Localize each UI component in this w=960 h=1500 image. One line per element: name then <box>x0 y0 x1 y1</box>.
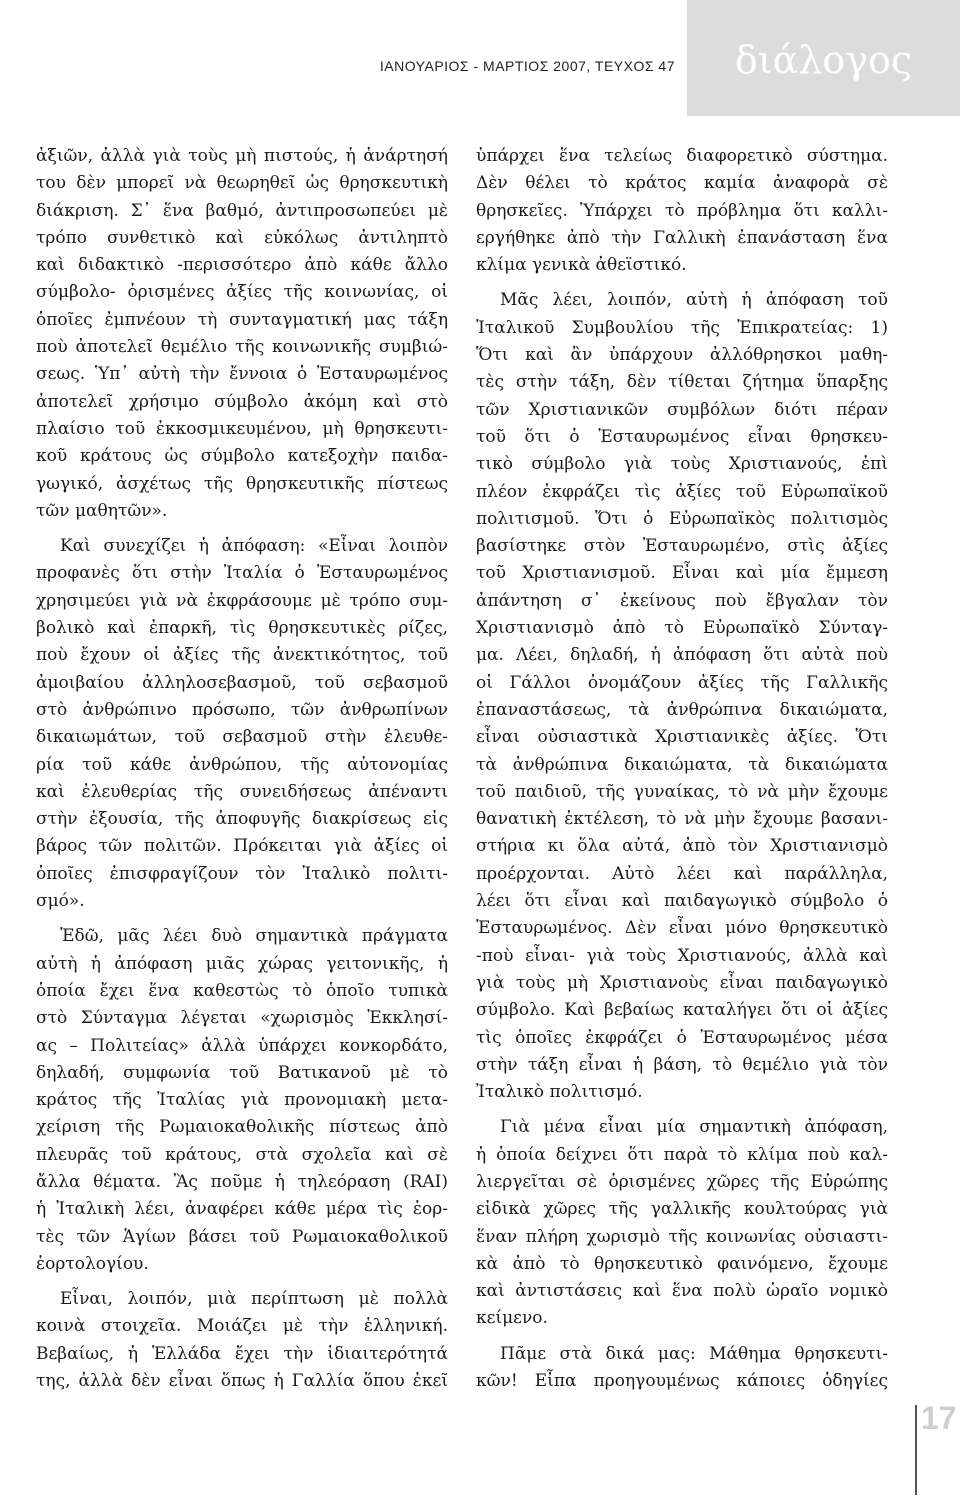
text-line: στὸ Σύνταγμα λέγεται «χωρισμὸς Ἐκκλησί- <box>36 1008 448 1029</box>
text-line: ἑορτολογίου. <box>36 1253 149 1274</box>
text-line: τρόπο συνθετικὸ καὶ εὐκόλως ἀντιληπτὸ <box>36 227 448 248</box>
text-line: του δὲν μπορεῖ νὰ θεωρηθεῖ ὡς θρησκευτικὴ <box>36 173 448 194</box>
text-line: -ποὺ εἶναι- γιὰ τοὺς Χριστιανούς, ἀλλὰ καὶ <box>476 945 888 966</box>
text-line: εἶναι οὐσιαστικὰ Χριστιανικὲς ἀξίες. Ὅτι <box>476 727 888 748</box>
magazine-tab <box>687 0 960 116</box>
paragraph-gap <box>36 915 448 923</box>
paragraph-gap <box>476 1333 888 1341</box>
text-line: Εἶναι, λοιπόν, μιὰ περίπτωση μὲ πολλὰ <box>60 1289 448 1310</box>
text-line: Βεβαίως, ἡ Ἑλλάδα ἔχει τὴν ἰδιαιτερότητά <box>36 1343 448 1364</box>
text-line: δηλαδή, συμφωνία τοῦ Βατικανοῦ μὲ τὸ <box>36 1062 448 1083</box>
text-line: ποὺ ἀποτελεῖ θεμέλιο τῆς κοινωνικῆς συμβιώ- <box>36 337 448 358</box>
text-line: Γιὰ μένα εἶναι μία σημαντικὴ ἀπόφαση, <box>500 1117 888 1138</box>
text-line: ρία τοῦ κάθε ἀνθρώπου, τῆς αὐτονομίας <box>36 754 448 775</box>
text-line: τὲς τῶν Ἁγίων βάσει τοῦ Ρωμαιοκαθολικοῦ <box>36 1226 448 1247</box>
text-line: τοῦ ὅτι ὁ Ἐσταυρωμένος εἶναι θρησκευ- <box>476 426 888 447</box>
text-line: κλίμα γενικὰ ἀθεϊστικό. <box>476 255 687 276</box>
text-line: σύμβολο- ὁρισμένες ἀξίες τῆς κοινωνίας, οἱ <box>36 282 448 303</box>
text-line: Ἐδῶ, μᾶς λέει δυὸ σημαντικὰ πράγματα <box>60 926 448 947</box>
text-line: Δὲν θέλει τὸ κράτος καμία ἀναφορὰ σὲ <box>476 173 888 194</box>
text-line: κράτος τῆς Ἰταλίας γιὰ προνομιακὴ μετα- <box>36 1090 448 1111</box>
magazine-title: διάλογος <box>734 38 913 82</box>
text-line: προέρχονται. Αὐτὸ λέει καὶ παράλληλα, <box>476 863 888 884</box>
text-line: τῶν μαθητῶν». <box>36 500 168 521</box>
right-column <box>476 143 888 1395</box>
text-line: τὶς ὁποῖες ἐκφράζει ὁ Ἐσταυρωμένος μέσα <box>476 1027 888 1048</box>
text-line: ἡ Ἰταλικὴ λέει, ἀναφέρει κάθε μέρα τὶς ἑορ- <box>36 1199 448 1220</box>
text-line: οἱ Γάλλοι ὀνομάζουν ἀξίες τῆς Γαλλικῆς <box>476 672 888 693</box>
text-line: βολικὸ καὶ ἐπαρκῆ, τὶς θρησκευτικὲς ρίζες, <box>36 618 448 639</box>
text-line: τῶν Χριστιανικῶν συμβόλων διότι πέραν <box>476 399 888 420</box>
text-line: ἀποτελεῖ χρήσιμο σύμβολο ἀκόμη καὶ στὸ <box>36 391 448 412</box>
text-line: κείμενο. <box>476 1308 548 1329</box>
text-line: ποὺ ἔχουν οἱ ἀξίες τῆς ἀνεκτικότητος, τοῦ <box>36 645 448 666</box>
text-line: τὲς στὴν τάξη, δὲν τίθεται ζήτημα ὕπαρξης <box>476 372 888 393</box>
text-line: ὁποῖες ἐμπνέουν τὴ συνταγματική μας τάξη <box>36 309 448 330</box>
text-line: σμό». <box>36 891 85 912</box>
text-line: βασίστηκε στὸν Ἐσταυρωμένο, στὶς ἀξίες <box>476 536 888 557</box>
text-line: ἀμοιβαίου ἀλληλοσεβασμοῦ, τοῦ σεβασμοῦ <box>36 672 448 693</box>
text-line: τοῦ παιδιοῦ, τῆς γυναίκας, τὸ νὰ μὴν ἔχουμε <box>476 781 888 802</box>
text-line: κὰ ἀπὸ τὸ θρησκευτικὸ φαινόμενο, ἔχουμε <box>476 1253 888 1274</box>
text-line: Πᾶμε στὰ δικά μας: Μάθημα θρησκευτι- <box>500 1343 888 1364</box>
text-line: Καὶ συνεχίζει ἡ ἀπόφαση: «Εἶναι λοιπὸν <box>60 536 448 557</box>
text-line: ἡ ὁποία δείχνει ὅτι παρὰ τὸ κλίμα ποὺ καλ- <box>476 1144 888 1165</box>
text-line: τοῦ Χριστιανισμοῦ. Εἶναι καὶ μία ἔμμεση <box>476 563 888 584</box>
text-line: πλευρᾶς τοῦ κράτους, στὰ σχολεῖα καὶ σὲ <box>36 1144 448 1165</box>
text-line: πολιτισμοῦ. Ὅτι ὁ Εὐρωπαϊκὸς πολιτισμὸς <box>476 508 888 529</box>
paragraph-gap <box>476 1106 888 1114</box>
text-line: Ἰταλικὸ πολιτισμό. <box>476 1082 643 1103</box>
text-line: Χριστιανισμὸ ἀπὸ τὸ Εὐρωπαϊκὸ Σύνταγ- <box>476 618 888 639</box>
text-line: ὁποία ἔχει ἕνα καθεστὼς τὸ ὁποῖο τυπικὰ <box>36 980 448 1001</box>
text-line: μα. Λέει, δηλαδή, ἡ ἀπόφαση ὅτι αὐτὰ ποὺ <box>476 645 888 666</box>
text-line: εργήθηκε ἀπὸ τὴν Γαλλικὴ ἐπανάσταση ἕνα <box>476 227 888 248</box>
text-line: γωγικό, ἀσχέτως τῆς θρησκευτικῆς πίστεως <box>36 473 448 494</box>
text-line: Ἰταλικοῦ Συμβουλίου τῆς Ἐπικρατείας: 1) <box>476 317 888 338</box>
page-number-rule <box>915 1405 917 1495</box>
text-line: στήρια κι ὅλα αὐτά, ἀπὸ τὸν Χριστιανισμὸ <box>476 836 888 857</box>
text-line: πλαίσιο τοῦ ἐκκοσμικευμένου, μὴ θρησκευτι- <box>36 418 448 439</box>
text-line: σεως. Ὑπ᾽ αὐτὴ τὴν ἔννοια ὁ Ἐσταυρωμένος <box>36 364 448 385</box>
text-line: κοῦ κράτους ὡς σύμβολο κατεξοχὴν παιδα- <box>36 446 448 467</box>
text-line: αὐτὴ ἡ ἀπόφαση μιᾶς χώρας γειτονικῆς, ἡ <box>36 953 448 974</box>
text-line: καὶ διδακτικὸ -περισσότερο ἀπὸ κάθε ἄλλο <box>36 255 448 276</box>
text-line: ας – Πολιτείας» ἀλλὰ ὑπάρχει κονκορδάτο, <box>36 1035 448 1056</box>
text-line: προφανὲς ὅτι στὴν Ἰταλία ὁ Ἐσταυρωμένος <box>36 563 448 584</box>
text-line: ἀπάντηση σ᾽ ἐκείνους ποὺ ἔβγαλαν τὸν <box>476 590 888 611</box>
text-line: κοινὰ στοιχεῖα. Μοιάζει μὲ τὴν ἑλληνική. <box>36 1316 448 1337</box>
text-line: στὴν ἐξουσία, τῆς ἀποφυγῆς διακρίσεως εἰς <box>36 809 448 830</box>
text-line: ἕναν πλήρη χωρισμὸ τῆς κοινωνίας οὐσιαστι- <box>476 1226 888 1247</box>
text-line: τικὸ σύμβολο γιὰ τοὺς Χριστιανούς, ἐπὶ <box>476 454 888 475</box>
text-line: λιεργεῖται σὲ ὁρισμένες χῶρες τῆς Εὐρώπης <box>476 1171 888 1192</box>
text-line: στὸ ἀνθρώπινο πρόσωπο, τῶν ἀνθρωπίνων <box>36 699 448 720</box>
text-line: ἀξιῶν, ἀλλὰ γιὰ τοὺς μὴ πιστούς, ἡ ἀνάρτησή <box>36 146 448 166</box>
text-line: Ὅτι καὶ ἂν ὑπάρχουν ἀλλόθρησκοι μαθη- <box>476 345 888 366</box>
paragraph-gap <box>36 525 448 533</box>
text-line: τὰ ἀνθρώπινα δικαιώματα, τὰ δικαιώματα <box>476 754 888 775</box>
text-line: Μᾶς λέει, λοιπόν, αὐτὴ ἡ ἀπόφαση τοῦ <box>500 290 888 311</box>
text-line: στὴν τάξη εἶναι ἡ βάση, τὸ θεμέλιο γιὰ τὸν <box>476 1054 888 1075</box>
text-line: διάκριση. Σ᾽ ἕνα βαθμό, ἀντιπροσωπεύει μὲ <box>36 200 448 221</box>
page-number: 17 <box>921 1400 957 1436</box>
text-line: θανατικὴ ἐκτέλεση, τὸ νὰ μὴν ἔχουμε βασανι- <box>476 809 888 830</box>
text-line: ὁποῖες ἐπισφραγίζουν τὸν Ἰταλικὸ πολιτι- <box>36 863 448 884</box>
text-line: σύμβολο. Καὶ βεβαίως καταλήγει ὅτι οἱ ἀξίες <box>476 1000 888 1021</box>
text-line: πλέον ἐκφράζει τὶς ἀξίες τοῦ Εὐρωπαϊκοῦ <box>476 481 888 502</box>
left-column <box>36 143 448 1395</box>
text-line: ἄλλα θέματα. Ἂς ποῦμε ἡ τηλεόραση (RAI) <box>36 1171 448 1192</box>
text-line: γιὰ τοὺς μὴ Χριστιανοὺς εἶναι παιδαγωγικὸ <box>476 972 888 993</box>
text-line: χείριση τῆς Ρωμαιοκαθολικῆς πίστεως ἀπὸ <box>36 1117 448 1138</box>
text-line: ὑπάρχει ἕνα τελείως διαφορετικὸ σύστημα. <box>476 146 888 166</box>
text-line: της, ἀλλὰ δὲν εἶναι ὅπως ἡ Γαλλία ὅπου ἐκεῖ <box>36 1371 448 1392</box>
text-line: βάρος τῶν πολιτῶν. Πρόκειται γιὰ ἀξίες οἱ <box>36 836 448 857</box>
text-line: κῶν! Εἶπα προηγουμένως κάποιες ὁδηγίες <box>476 1371 888 1392</box>
text-line: λέει ὅτι εἶναι καὶ παιδαγωγικὸ σύμβολο ὁ <box>476 891 888 912</box>
paragraph-gap <box>476 279 888 287</box>
text-line: εἰδικὰ χῶρες τῆς γαλλικῆς κουλτούρας γιὰ <box>476 1199 888 1220</box>
text-line: Ἐσταυρωμένος. Δὲν εἶναι μόνο θρησκευτικὸ <box>476 918 888 939</box>
text-line: χρησιμεύει γιὰ νὰ ἐκφράσουμε μὲ τρόπο συμ- <box>36 590 448 611</box>
text-line: καὶ ἐλευθερίας τῆς συνειδήσεως ἀπέναντι <box>36 781 448 802</box>
text-line: ἐπαναστάσεως, τὰ ἀνθρώπινα δικαιώματα, <box>476 699 888 720</box>
issue-date: ΙΑΝΟΥΑΡΙΟΣ - ΜΑΡΤΙΟΣ 2007, ΤΕΥΧΟΣ 47 <box>379 58 675 74</box>
text-line: θρησκεῖες. Ὑπάρχει τὸ πρόβλημα ὅτι καλλι- <box>476 200 888 221</box>
text-line: καὶ ἀντιστάσεις καὶ ἕνα πολὺ ὡραῖο νομικὸ <box>476 1281 888 1302</box>
text-line: δικαιωμάτων, τοῦ σεβασμοῦ στὴν ἐλευθε- <box>36 727 448 748</box>
paragraph-gap <box>36 1278 448 1286</box>
